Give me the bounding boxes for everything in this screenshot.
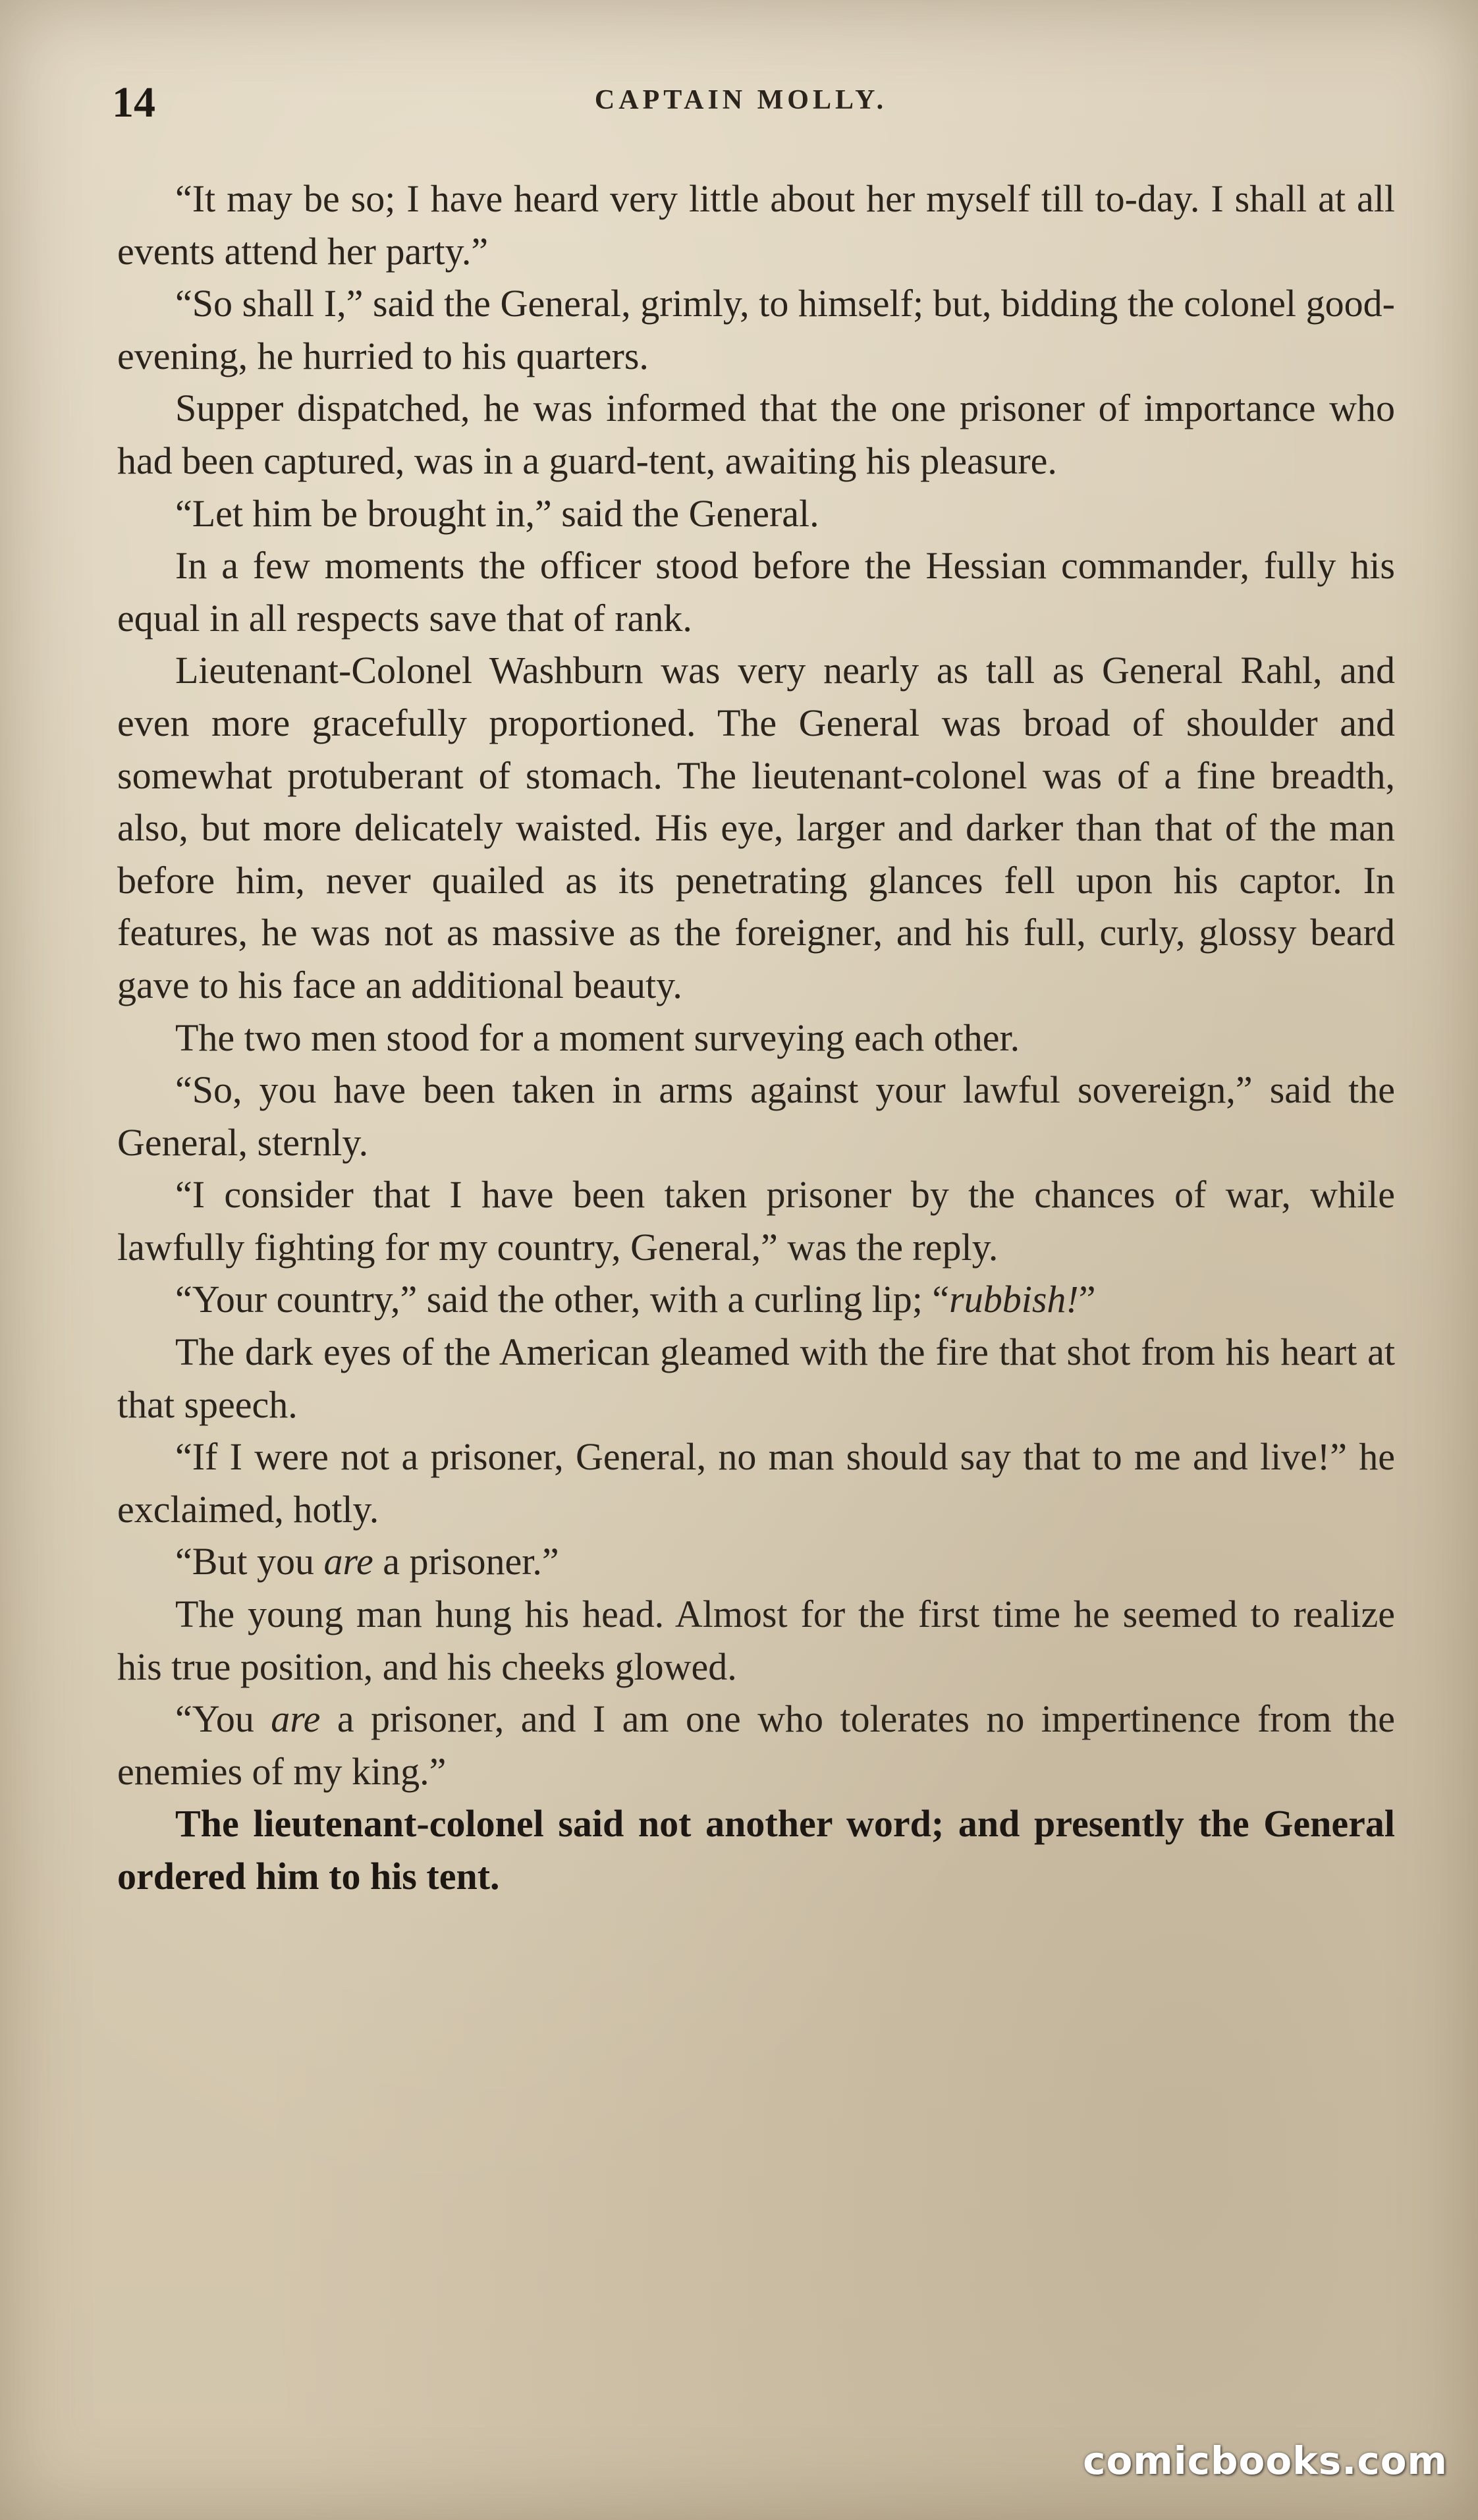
watermark: comicbooks.com (1083, 2438, 1448, 2483)
running-title: CAPTAIN MOLLY. (594, 85, 888, 115)
paragraph: “It may be so; I have heard very little about her myself till to-day. I shall at all events attend her party.” (117, 177, 1395, 273)
paragraph: In a few moments the officer stood before the Hessian commander, fully his equal in all respects save that of rank. (117, 544, 1395, 640)
page-number: 14 (112, 78, 155, 126)
paragraph: “I consider that I have been taken prisoner by the chances of war, while lawfully fighting for my country, General,” was the reply. (117, 1173, 1395, 1269)
paragraph-text: “But you (175, 1540, 324, 1583)
running-head (112, 78, 1370, 130)
paragraph-text: a prisoner.” (373, 1540, 559, 1583)
paragraph: “Let him be brought in,” said the General. (175, 491, 819, 535)
paragraph: Lieutenant-Colonel Washburn was very nearly as tall as General Rahl, and even more gracefully proportioned. The General was broad of shoulder and somewhat protuberant of stomach. The lieutenant-colonel was of a fine breadth, also, but more delicately waisted. His eye, larger and darker than that of the man before him, never quailed as its penetrating glances fell upon his captor. In features, he was not as massive as the foreigner, and his full, curly, glossy beard gave to his face an additional beauty. (117, 649, 1395, 1006)
emphasis: are (271, 1697, 321, 1741)
paragraph: The lieutenant-colonel said not another word; and presently the General ordered him to his tent. (117, 1802, 1395, 1898)
paragraph: The dark eyes of the American gleamed with the fire that shot from his heart at that speech. (117, 1330, 1395, 1426)
paragraph (117, 1535, 1395, 1588)
paragraph (117, 1273, 1395, 1326)
emphasis: rubbish! (949, 1278, 1079, 1321)
paragraph: “So shall I,” said the General, grimly, to himself; but, bidding the colonel good-evening, he hurried to his quarters. (117, 282, 1395, 377)
paragraph: The two men stood for a moment surveying each other. (175, 1016, 1020, 1059)
paragraph (117, 1693, 1395, 1797)
paragraph-text: ” (1078, 1278, 1096, 1321)
paragraph-text: “Your country,” said the other, with a curling lip; “ (175, 1278, 950, 1321)
paragraph-text: “You (175, 1697, 271, 1741)
body-text (117, 173, 1395, 1903)
paragraph: “If I were not a prisoner, General, no man should say that to me and live!” he exclaimed, hotly. (117, 1435, 1395, 1531)
paragraph: The young man hung his head. Almost for the first time he seemed to realize his true position, and his cheeks glowed. (117, 1593, 1395, 1688)
paragraph: Supper dispatched, he was informed that the one prisoner of importance who had been captured, was in a guard-tent, awaiting his pleasure. (117, 387, 1395, 482)
paragraph-text: a prisoner, and I am one who tolerates no impertinence from the enemies of my king.” (117, 1697, 1395, 1793)
paragraph: “So, you have been taken in arms against your lawful sovereign,” said the General, sternly. (117, 1068, 1395, 1164)
emphasis: are (323, 1540, 373, 1583)
